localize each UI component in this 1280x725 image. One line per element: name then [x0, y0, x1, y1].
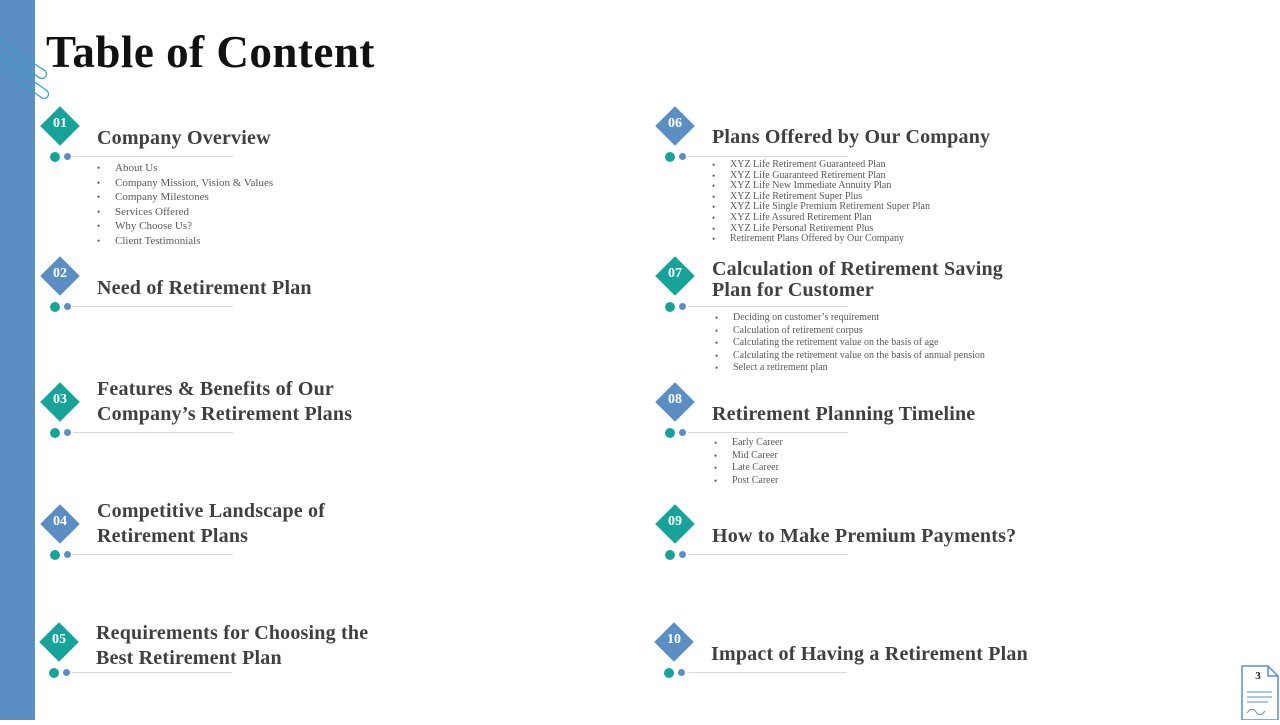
bullet-item: • Services Offered [115, 205, 273, 220]
item-title: Features & Benefits of Our Company’s Retirement Plans [97, 378, 353, 425]
item-number: 07 [668, 266, 682, 281]
bullet-list [715, 312, 985, 375]
slide-number-badge [1238, 664, 1280, 720]
bullet-item: • Retirement Plans Offered by Our Company [730, 234, 930, 245]
item-title: Competitive Landscape of Retirement Plans [97, 500, 326, 547]
number-marker [42, 258, 88, 320]
bullet-item: • Select a retirement plan [733, 362, 985, 375]
bullet-item: • XYZ Life Single Premium Retirement Super Plan [730, 202, 930, 213]
bullet-item: • Calculation of retirement corpus [733, 325, 985, 338]
bullet-item: • Calculating the retirement value on the basis of annual pension [733, 350, 985, 363]
item-number: 10 [667, 632, 681, 647]
bullet-item: • Why Choose Us? [115, 219, 273, 234]
bullet-list [712, 160, 930, 245]
item-number: 01 [53, 116, 67, 131]
item-title: Requirements for Choosing the Best Retirement Plan [96, 622, 369, 669]
bullet-item: • Company Milestones [115, 190, 273, 205]
bullet-item: • Mid Career [732, 450, 783, 463]
item-number: 09 [668, 514, 682, 529]
bullet-list [97, 161, 273, 248]
divider [73, 156, 233, 157]
divider [688, 554, 848, 555]
bullet-item: • XYZ Life Personal Retirement Plus [730, 224, 930, 235]
item-title: Retirement Planning Timeline [712, 403, 976, 425]
bullet-item: • XYZ Life Assured Retirement Plan [730, 213, 930, 224]
number-marker [657, 108, 703, 170]
divider [688, 432, 848, 433]
divider [73, 432, 233, 433]
bullet-item: • XYZ Life New Immediate Annuity Plan [730, 181, 930, 192]
bullet-item: • Post Career [732, 475, 783, 488]
item-number: 05 [52, 632, 66, 647]
number-marker [657, 384, 703, 446]
number-marker [656, 624, 702, 686]
divider [688, 156, 848, 157]
number-marker [657, 258, 703, 320]
item-title: Calculation of Retirement Saving Plan for Customer [712, 258, 1004, 301]
bullet-item: • XYZ Life Retirement Guaranteed Plan [730, 160, 930, 171]
page-title: Table of Content [46, 27, 375, 77]
number-marker [42, 506, 88, 568]
slide-number: 3 [1255, 670, 1261, 682]
bullet-item: • Calculating the retirement value on the basis of age [733, 337, 985, 350]
divider [73, 554, 233, 555]
bullet-item: • About Us [115, 161, 273, 176]
divider [73, 306, 233, 307]
item-number: 02 [53, 266, 67, 281]
divider [72, 672, 232, 673]
number-marker [41, 624, 87, 686]
item-title: Impact of Having a Retirement Plan [711, 643, 1028, 665]
number-marker [657, 506, 703, 568]
item-number: 06 [668, 116, 682, 131]
bullet-item: • Deciding on customer’s requirement [733, 312, 985, 325]
bullet-item: • Early Career [732, 437, 783, 450]
item-number: 08 [668, 392, 682, 407]
bullet-item: • Client Testimonials [115, 234, 273, 249]
bullet-item: • XYZ Life Retirement Super Plus [730, 192, 930, 203]
divider [687, 672, 847, 673]
bullet-list [714, 437, 783, 487]
item-title: How to Make Premium Payments? [712, 525, 1017, 547]
divider [688, 306, 848, 307]
item-number: 03 [53, 392, 67, 407]
item-number: 04 [53, 514, 67, 529]
bullet-item: • XYZ Life Guaranteed Retirement Plan [730, 171, 930, 182]
number-marker [42, 108, 88, 170]
number-marker [42, 384, 88, 446]
item-title: Plans Offered by Our Company [712, 126, 991, 148]
item-title: Need of Retirement Plan [97, 277, 312, 299]
bullet-item: • Company Mission, Vision & Values [115, 176, 273, 191]
bullet-item: • Late Career [732, 462, 783, 475]
item-title: Company Overview [97, 127, 271, 149]
